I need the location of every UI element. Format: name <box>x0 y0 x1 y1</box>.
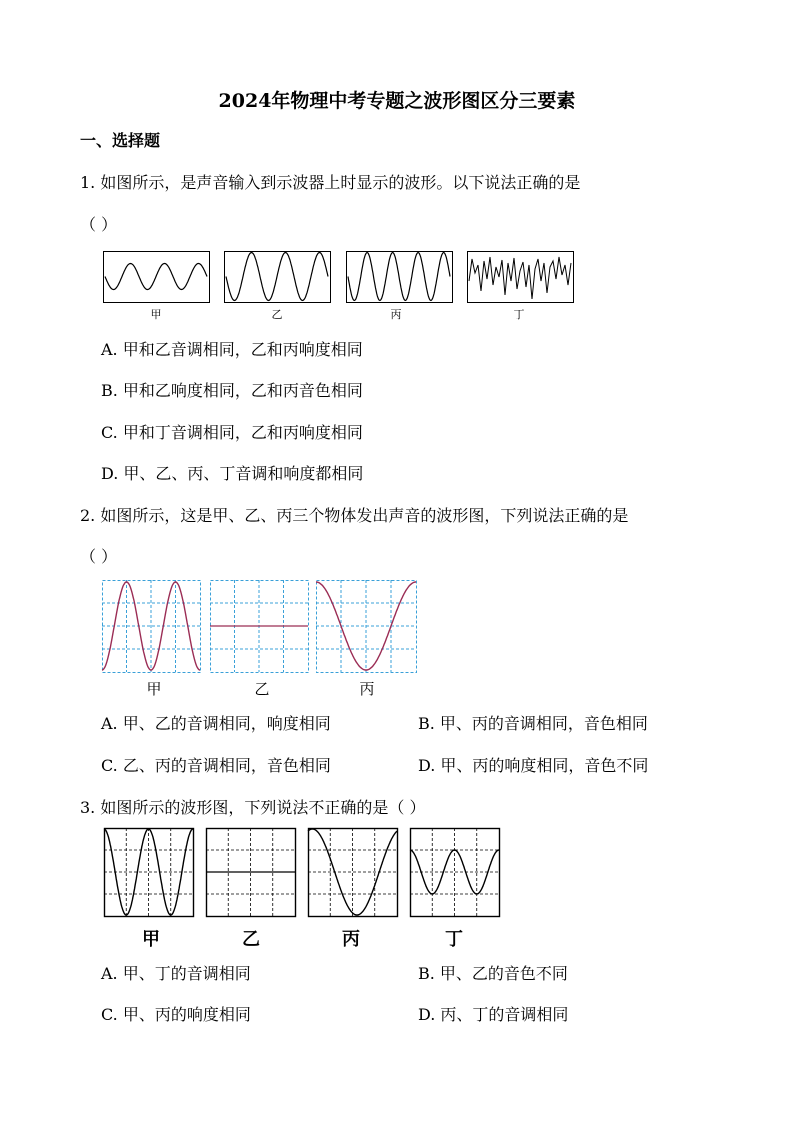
q1-waveforms <box>103 251 573 321</box>
q1-option-d[interactable]: D. 甲、乙、丙、丁音调和响度都相同 <box>101 464 364 483</box>
q2-option-d[interactable]: D. 甲、丙的响度相同，音色不同 <box>418 756 649 775</box>
q1-label-jia: 甲 <box>150 308 162 321</box>
q1-wave-bing <box>348 253 450 301</box>
page-title: 2024年物理中考专题之波形图区分三要素 <box>218 90 576 112</box>
q1-wave-yi <box>226 253 328 301</box>
q3-option-b[interactable]: B. 甲、乙的音色不同 <box>418 964 568 983</box>
q3-box <box>309 829 398 917</box>
q1-wave-jia <box>105 264 207 290</box>
q1-box <box>104 252 210 303</box>
q3-label-yi: 乙 <box>242 929 260 950</box>
question-2-stem: 2. 如图所示，这是甲、乙、丙三个物体发出声音的波形图，下列说法正确的是 <box>80 506 629 525</box>
question-1-stem: 1. 如图所示，是声音输入到示波器上时显示的波形。以下说法正确的是 <box>80 173 581 192</box>
q3-label-jia: 甲 <box>142 929 160 950</box>
q1-label-ding: 丁 <box>513 308 525 321</box>
question-3-stem: 3. 如图所示的波形图，下列说法不正确的是（ ） <box>80 798 426 817</box>
q1-option-a[interactable]: A. 甲和乙音调相同，乙和丙响度相同 <box>101 340 363 359</box>
q1-option-c[interactable]: C. 甲和丁音调相同，乙和丙响度相同 <box>101 423 363 442</box>
q1-label-bing: 丙 <box>390 308 402 321</box>
q2-waveforms <box>102 580 422 676</box>
q3-option-a[interactable]: A. 甲、丁的音调相同 <box>101 964 251 983</box>
q2-label-jia: 甲 <box>146 680 162 698</box>
q1-label-yi: 乙 <box>271 308 283 321</box>
q3-label-ding: 丁 <box>445 929 463 950</box>
q1-box <box>468 252 574 303</box>
q2-option-b[interactable]: B. 甲、丙的音调相同，音色相同 <box>418 714 648 733</box>
q3-label-bing: 丙 <box>342 929 360 950</box>
question-1-paren: （ ） <box>80 215 118 234</box>
q3-option-d[interactable]: D. 丙、丁的音调相同 <box>418 1005 569 1024</box>
q1-option-b[interactable]: B. 甲和乙响度相同，乙和丙音色相同 <box>101 381 363 400</box>
question-2-paren: （ ） <box>80 547 118 566</box>
q3-box <box>105 829 194 917</box>
q2-option-c[interactable]: C. 乙、丙的音调相同，音色相同 <box>101 756 331 775</box>
q1-wave-ding <box>469 257 571 299</box>
q2-label-yi: 乙 <box>254 680 270 698</box>
q3-waveforms <box>104 828 500 918</box>
q3-box <box>411 829 500 917</box>
q2-option-a[interactable]: A. 甲、乙的音调相同，响度相同 <box>101 714 331 733</box>
q2-label-bing: 丙 <box>359 680 375 698</box>
q3-option-c[interactable]: C. 甲、丙的响度相同 <box>101 1005 251 1024</box>
section-heading: 一、选择题 <box>80 131 161 150</box>
